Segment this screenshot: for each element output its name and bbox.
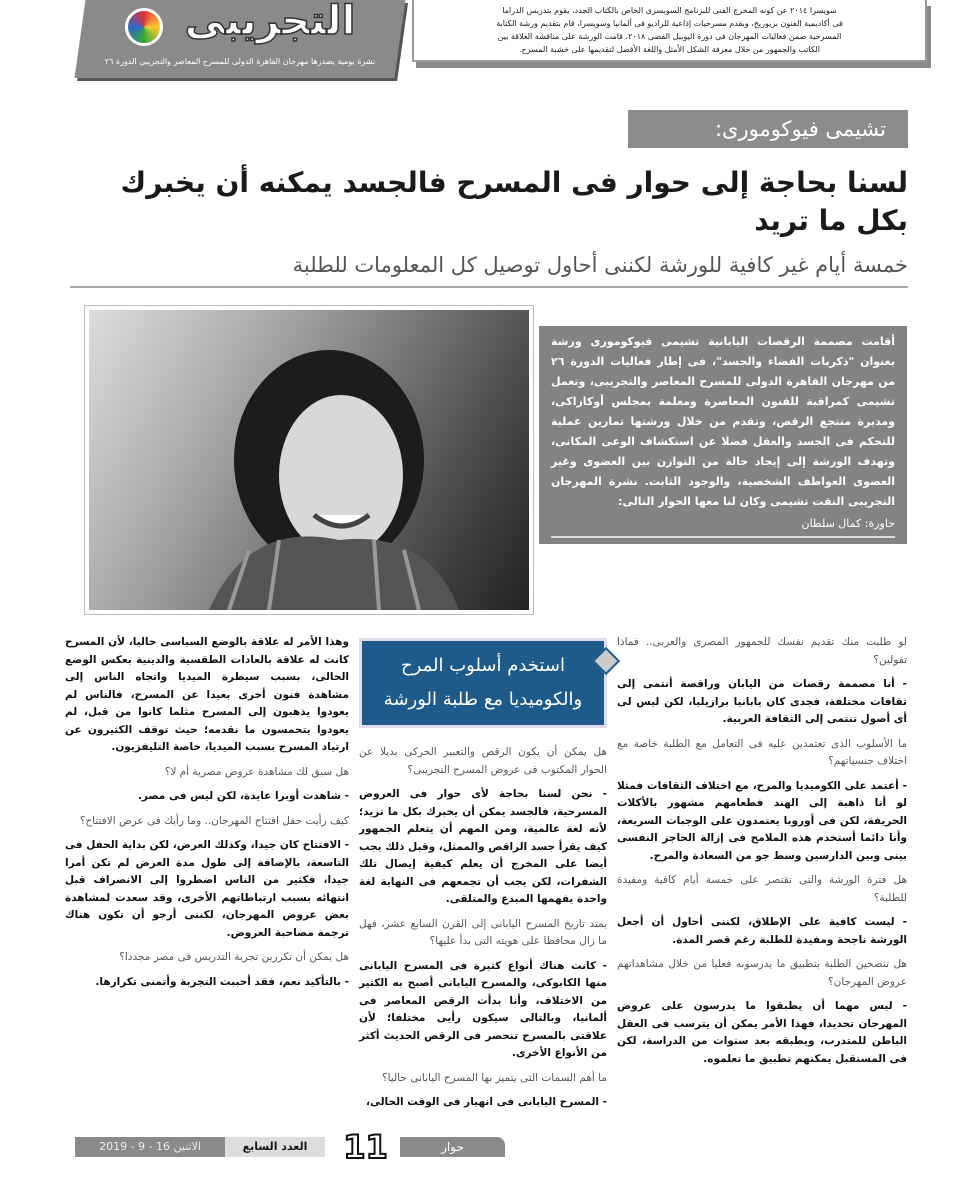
answer: - بالتأكيد نعم، فقد أحببت التجربة وأتمنى تكرارها. — [95, 975, 349, 988]
top-band — [0, 0, 960, 92]
pull-quote — [359, 638, 607, 728]
issue-date: الاثنين 16 - 9 - 2019 — [75, 1137, 225, 1157]
text-line: سويسرا ٢٠١٤ عن كونه المخرج الفنى للبرنامج السويسرى الخاص بالكتاب الجدد، يقوم بتدريس الدراما — [502, 6, 837, 15]
article-header — [70, 110, 908, 288]
section-label: حوار — [400, 1137, 505, 1157]
question: كيف رأيت حفل افتتاح المهرجان.. وما رأيك فى عرض الافتتاح؟ — [79, 814, 349, 827]
page-number: 11 — [343, 1127, 388, 1166]
question: يمتد تاريخ المسرح اليابانى إلى القرن السابع عشر، فهل ما زال محافظا على هويته التى بدأ عليها؟ — [359, 917, 607, 947]
question: هل يمكن أن تكررين تجربة التدريس فى مصر مجددا؟ — [119, 951, 349, 963]
answer: - كانت هناك أنواع كثيرة فى المسرح اليابانى منها الكابوكى، والمسرح اليابانى أصبح به الكثير من الاختلاف، وأنا بدأت الرقص المعاصر فى ألمانيا، وبالتالى سيكون رأيى مختلفا؛ لأن علاقتى بالمسرح تنحصر فى الرقص الحديث أكثر من الأنواع الأخرى. — [359, 959, 607, 1059]
diamond-icon — [592, 647, 620, 675]
interviewee-tag: تشيمى فيوكومورى: — [628, 110, 908, 148]
feature-row — [85, 306, 907, 614]
column-left — [65, 634, 349, 998]
question: هل سبق لك مشاهدة عروض مصرية أم لا؟ — [164, 765, 349, 778]
text-line: فى أكاديمية الفنون بزيوريخ، ويقدم مسرحيات إذاعية للراديو فى ألمانيا وسويسرا، قام بتقديم ورشة الكتابة — [496, 19, 843, 28]
page-footer — [75, 1127, 515, 1166]
answer: - أنا مصممة رقصات من اليابان وراقصة أنتمى إلى ثقافات مختلفة، فجدى كان يابانيا برازيليا، لكن ليس لى أى أصول تنتمى إلى الثقافة العربية. — [617, 678, 907, 725]
article-subheadline: خمسة أيام غير كافية للورشة لكننى أحاول توصيل كل المعلومات للطلبة — [292, 253, 908, 277]
answer: - ليس مهما أن يطبقوا ما يدرسون على عروض المهرجان تحديدا، فهذا الأمر يمكن أن يترسب فى العقل الباطن للمتدرب، ويطبقه بعد سنوات من الدراسة، لكن فى المستقبل يمكنهم تطبيق ما تعلموه. — [617, 1000, 907, 1065]
text-line: الكاتب والجمهور من خلال معرفة الشكل الأمثل واللغة الأفضل لتقديمها على خشبة المسرح. — [519, 45, 820, 54]
pull-quote-text: استخدم أسلوب المرح والكوميديا مع طلبة الورشة — [383, 655, 583, 710]
masthead-subtitle: نشرة يومية يصدرها مهرجان القاهرة الدولى للمسرح المعاصر والتجريبى الدورة ٢٦ — [104, 57, 376, 66]
festival-emblem-icon — [125, 8, 163, 46]
question: هل يمكن أن يكون الرقص والتعبير الحركى بديلا عن الحوار المكتوب فى عروض المسرح التجريبى؟ — [359, 746, 607, 776]
answer: - ليست كافية على الإطلاق، لكننى أحاول أن أجعل الورشة ناجحة ومفيدة للطلبة رغم قصر المدة. — [617, 916, 907, 946]
intro-text: أقامت مصممة الرقصات اليابانية تشيمى فيوكومورى ورشة بعنوان "ذكريات الفضاء والجسد"، فى إطار فعاليات الدورة ٢٦ من مهرجان القاهرة الدولى للمسرح المعاصر والتجريبى، وتعمل تشيمى كمراقبة للفنون المعاصرة ومعلمة بمجلس أوكازاكى، ومديرة منتجع الرقص، وتقدم من خلال ورشتها تمارين عملية للتحكم فى الجسد والعقل فضلا عن استكشاف الوعى المكانى، وتهدف الورشة إلى إيجاد حالة من التوازن بين العضوى وغير العضوى العواطف الشخصية، والوجود الثابت. نشرة المهرجان التجريبى التقت تشيمى وكان لنا معها الحوار التالى: — [551, 335, 895, 508]
article-intro — [539, 326, 907, 544]
text-line: المسرحية ضمن فعاليات المهرجان فى دورة اليوبيل الفضى ٢٠١٨، قامت الورشة على مناقشة العلاقة بين — [497, 32, 842, 41]
question: هل فترة الورشة والتى تقتصر على خمسة أيام كافية ومفيدة للطلبة؟ — [617, 874, 907, 904]
portrait-illustration — [89, 310, 529, 610]
column-right — [617, 634, 907, 1075]
article-headline: لسنا بحاجة إلى حوار فى المسرح فالجسد يمكنه أن يخبرك بكل ما تريد — [120, 166, 908, 237]
question: هل تنصحين الطلبة بتطبيق ما يدرسونه فعليا من خلال مشاهداتهم عروض المهرجان؟ — [617, 958, 907, 988]
question: لو طلبت منك تقديم نفسك للجمهور المصرى والعربى.. فماذا تقولين؟ — [617, 636, 907, 666]
column-middle — [359, 634, 607, 1119]
issue-number: العدد السابع — [225, 1137, 325, 1157]
article-columns — [65, 634, 907, 1119]
answer: - الافتتاح كان جيدا، وكذلك العرض، لكن بداية الحفل فى التاسعة، بالإضافة إلى طول مدة العرض لم تكن أمرا جيدا، فكثير من الناس اضطروا إلى الانصراف قبل انتهائه بسبب ارتباطاتهم الأخرى، وقد سعدت لمشاهدة بعض عروض المهرجان، لكننى أرجو أن تكون هناك ترجمة مصاحبة العروض. — [65, 839, 349, 939]
answer: - نحن لسنا بحاجة لأى حوار فى العروض المسرحية، فالجسد يمكن أن يخبرك بكل ما تريد؛ لأنه لغة عالمية، ومن المهم أن يتعلم الجمهور كيف يقرأ جسد الراقص والممثل، وقبل ذلك يجب أيضا على المخرج أن يعلم كيفية إيصال تلك الشفرات، لكن يجب أن تجمعهم فى النهاية لغة واحدة يفهمها المبدع والمتلقى. — [359, 788, 607, 905]
masthead-logo: التجريبى — [184, 0, 356, 44]
question: ما الأسلوب الذى تعتمدين عليه فى التعامل مع الطلبة خاصة مع اختلاف جنسياتهم؟ — [617, 737, 907, 767]
answer: وهذا الأمر له علاقة بالوضع السياسى حاليا، لأن المسرح كانت له علاقة بالعادات الطقسية والدينية بعكس الوضع الحالى، بسبب سيطرة الميديا واتجاه الناس إلى مشاهدة فنون أخرى بعيدا عن المسرح، فالناس لم يعودوا يذهبون إلى المسرح مثلما كانوا من قبل، لم يعودوا يتحمسون ما نقدمه؛ حيث توقف الكثيرون عن ارتياد المسرح بسبب الميديا، خاصة التليفزيون. — [65, 636, 349, 753]
question: ما أهم السمات التى يتميز بها المسرح اليابانى حاليا؟ — [382, 1071, 607, 1084]
answer: - شاهدت أوبرا عايدة، لكن ليس فى مصر. — [137, 790, 349, 802]
interviewee-photo — [85, 306, 533, 614]
answer: - أعتمد على الكوميديا والمرح، مع اختلاف الثقافات فمثلا لو أنا ذاهبة إلى الهند فطعامهم مشهور بالأكلات الحريفة، لكن فى أوروبا يعتمدون على الوجبات السريعة، وأنا دائما أستخدم هذه الملامح فى إزالة الحاجز النفسى بينى وبين الدارسين وسط جو من السعادة والمرح. — [617, 779, 907, 862]
previous-article-tail — [412, 0, 927, 62]
byline: حاورة: كمال سلطان — [551, 514, 895, 538]
divider — [70, 286, 908, 288]
answer: - المسرح اليابانى فى انهيار فى الوقت الحالى، — [366, 1096, 607, 1108]
